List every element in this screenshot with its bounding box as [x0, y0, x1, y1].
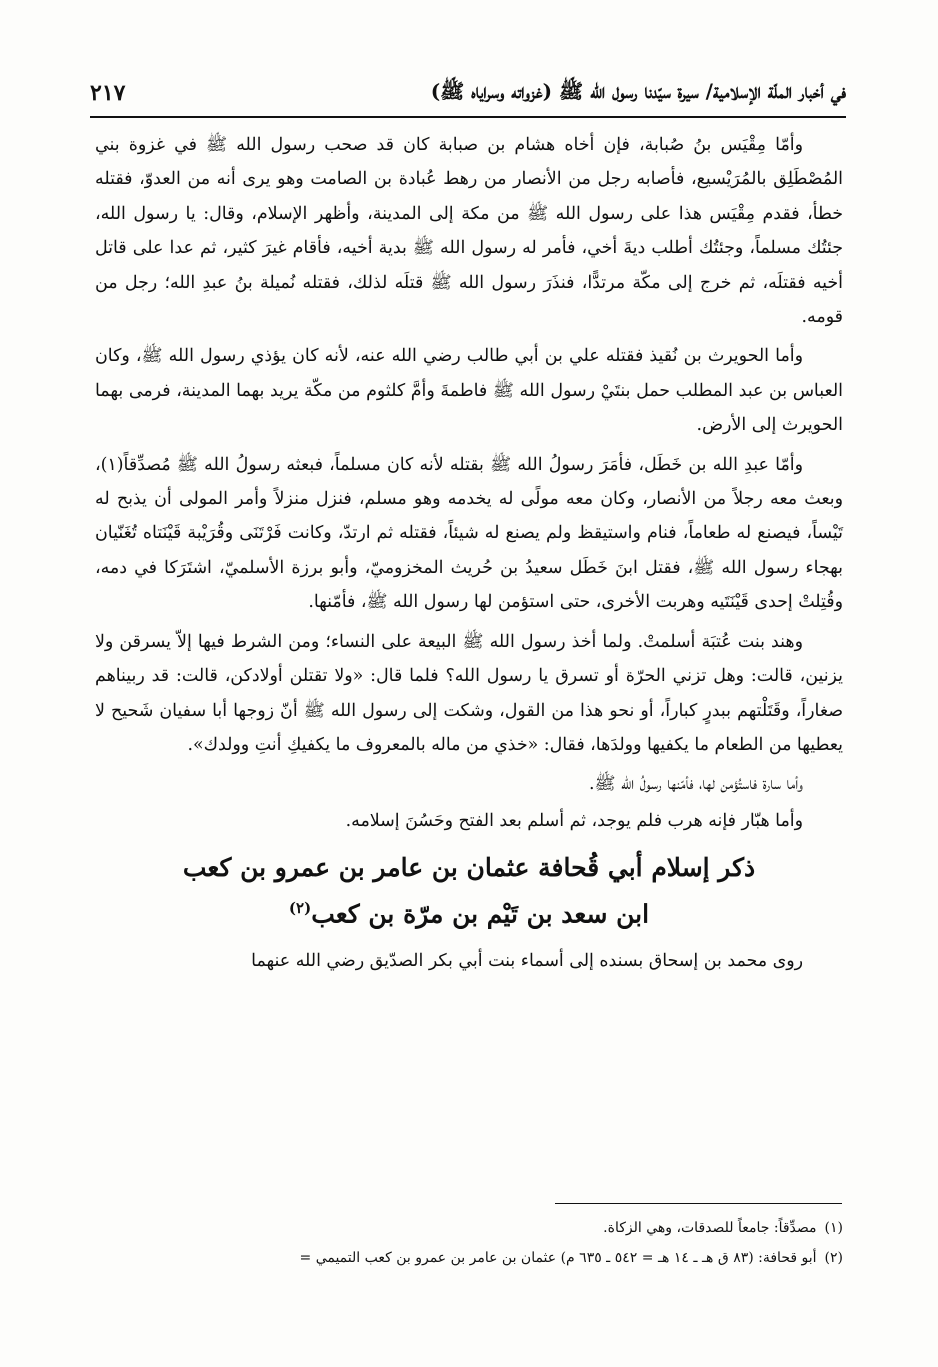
paragraph-sara: وأما سارة فاستُؤمن لها، فأمّنها رسولُ الله ﷺ. [589, 774, 803, 795]
section-heading-line-2 [95, 888, 843, 934]
section-heading [95, 848, 843, 934]
footnote-text: مصدِّقاً: جامعاً للصدقات، وهي الزكاة. [603, 1220, 817, 1236]
footnotes [80, 1213, 843, 1273]
page-number: ٢١٧ [90, 80, 126, 106]
section-heading-line-1: ذكر إسلام أبي قُحافة عثمان بن عامر بن عمرو بن كعب [182, 853, 756, 883]
footnote-2 [80, 1243, 843, 1273]
footnote-1 [80, 1213, 843, 1243]
footnote-number: (٢) [824, 1250, 843, 1266]
body-text [95, 128, 843, 984]
paragraph-huwayrith: وأما الحويرث بن نُقيذ فقتله علي بن أبي طالب رضي الله عنه، لأنه كان يؤذي رسول الله ﷺ، وكان العباس بن عبد المطلب حمل بنتَيْ رسول الله ﷺ فاطمةَ وأمَّ كلثوم من مكّة يريد بهما المدينة، فرمى بهما الحويرث إلى الأرض. [95, 346, 843, 436]
section-heading-line-2-text: ابن سعد بن تَيْم بن مرّة بن كعب [311, 899, 650, 929]
paragraph-miqyas: وأمّا مِقْيَس بنُ صُبابة، فإن أخاه هشام بن صبابة كان قد صحب رسول الله ﷺ في غزوة بني المُصْطَلِق بالمُرَيْسيع، فأصابه رجل من الأنصار من رهط عُبادة بن الصامت وهو يرى أنه من العدوّ، فقتله خطأ، فقدم مِقْيَس هذا على رسول الله ﷺ من مكة إلى المدينة، وأظهر الإسلام، وقال: يا رسول الله، جئتُك مسلماً، وجئتُك أطلب ديةَ أخي، فأمر له رسول الله ﷺ بدية أخيه، فأقام غيرَ كثير، ثم عدا على قاتل أخيه فقتلَه، ثم خرج إلى مكّة مرتدًّا، فنذَرَ رسول الله ﷺ قتلَه لذلك، فقتله نُميلة بنُ عبدِ الله؛ رجل من قومه. [95, 135, 843, 328]
page-header [90, 70, 846, 118]
footnote-divider [555, 1203, 842, 1204]
footnote-text: أبو قحافة: (٨٣ ق هـ ـ ١٤ هـ = ٥٤٢ ـ ٦٣٥ م) عثمان بن عامر بن عمرو بن كعب التميمي = [299, 1250, 817, 1266]
paragraph-section-start: روى محمد بن إسحاق بسنده إلى أسماء بنت أبي بكر الصدّيق رضي الله عنهما [251, 951, 803, 972]
paragraph-ibn-khatal: وأمّا عبدِ الله بن خَطَل، فأمَرَ رسولُ الله ﷺ بقتله لأنه كان مسلماً، فبعثه رسولُ الله ﷺ مُصدِّقاً(١)، وبعث معه رجلاً من الأنصار، وكان معه مولًى له يخدمه وهو مسلم، فنزل منزلاً وأمر المولى أن يذبح له تَيْساً، فيصنع له طعاماً، فنام واستيقظ ولم يصنع له شيئاً، فقتله ثم ارتدّ، وكانت فَرْتَنَى وقُرَيْبة قَيْنَتاه تُغَنّيان بهجاء رسول الله ﷺ، فقتل ابنَ خَطَل سعيدُ بن حُريث المخزوميّ، وأبو برزة الأسلميّ، اشتَرَكا في دمه، وقُتِلتْ إحدى قَيْنَتَيه وهربت الأخرى، حتى استؤمن لها رسول الله ﷺ، فأمّنها. [95, 454, 843, 613]
footnote-ref-2: (٢) [288, 899, 312, 918]
paragraph-habbar: وأما هبّار فإنه هرب فلم يوجد، ثم أسلم بعد الفتح وحَسُنَ إسلامه. [345, 810, 803, 831]
paragraph-hind: وهند بنت عُتبَة أسلمتْ. ولما أخذ رسول الله ﷺ البيعة على النساء؛ ومن الشرط فيها إلاّ يسرقن ولا يزنين، قالت: وهل تزني الحرّة أو تسرق يا رسول الله؟ فلما قال: «ولا تقتلن أولادكن، قالت: قد ربيناهم صغاراً، وقَتَلْتهم ببدرٍ كباراً، أو نحو هذا من القول، وشكت إلى رسول الله ﷺ أنّ زوجها أبا سفيان شَحيح لا يعطيها من الطعام ما يكفيها وولدَها، فقال: «خذي من ماله بالمعروف ما يكفيكِ أنتِ وولدك». [95, 631, 843, 755]
footnote-number: (١) [824, 1220, 843, 1236]
running-title: في أخبار الملّة الإسلامية/ سيرة سيّدنا رسول الله ﷺ (غزواته وسراياه ﷺ) [430, 78, 846, 103]
